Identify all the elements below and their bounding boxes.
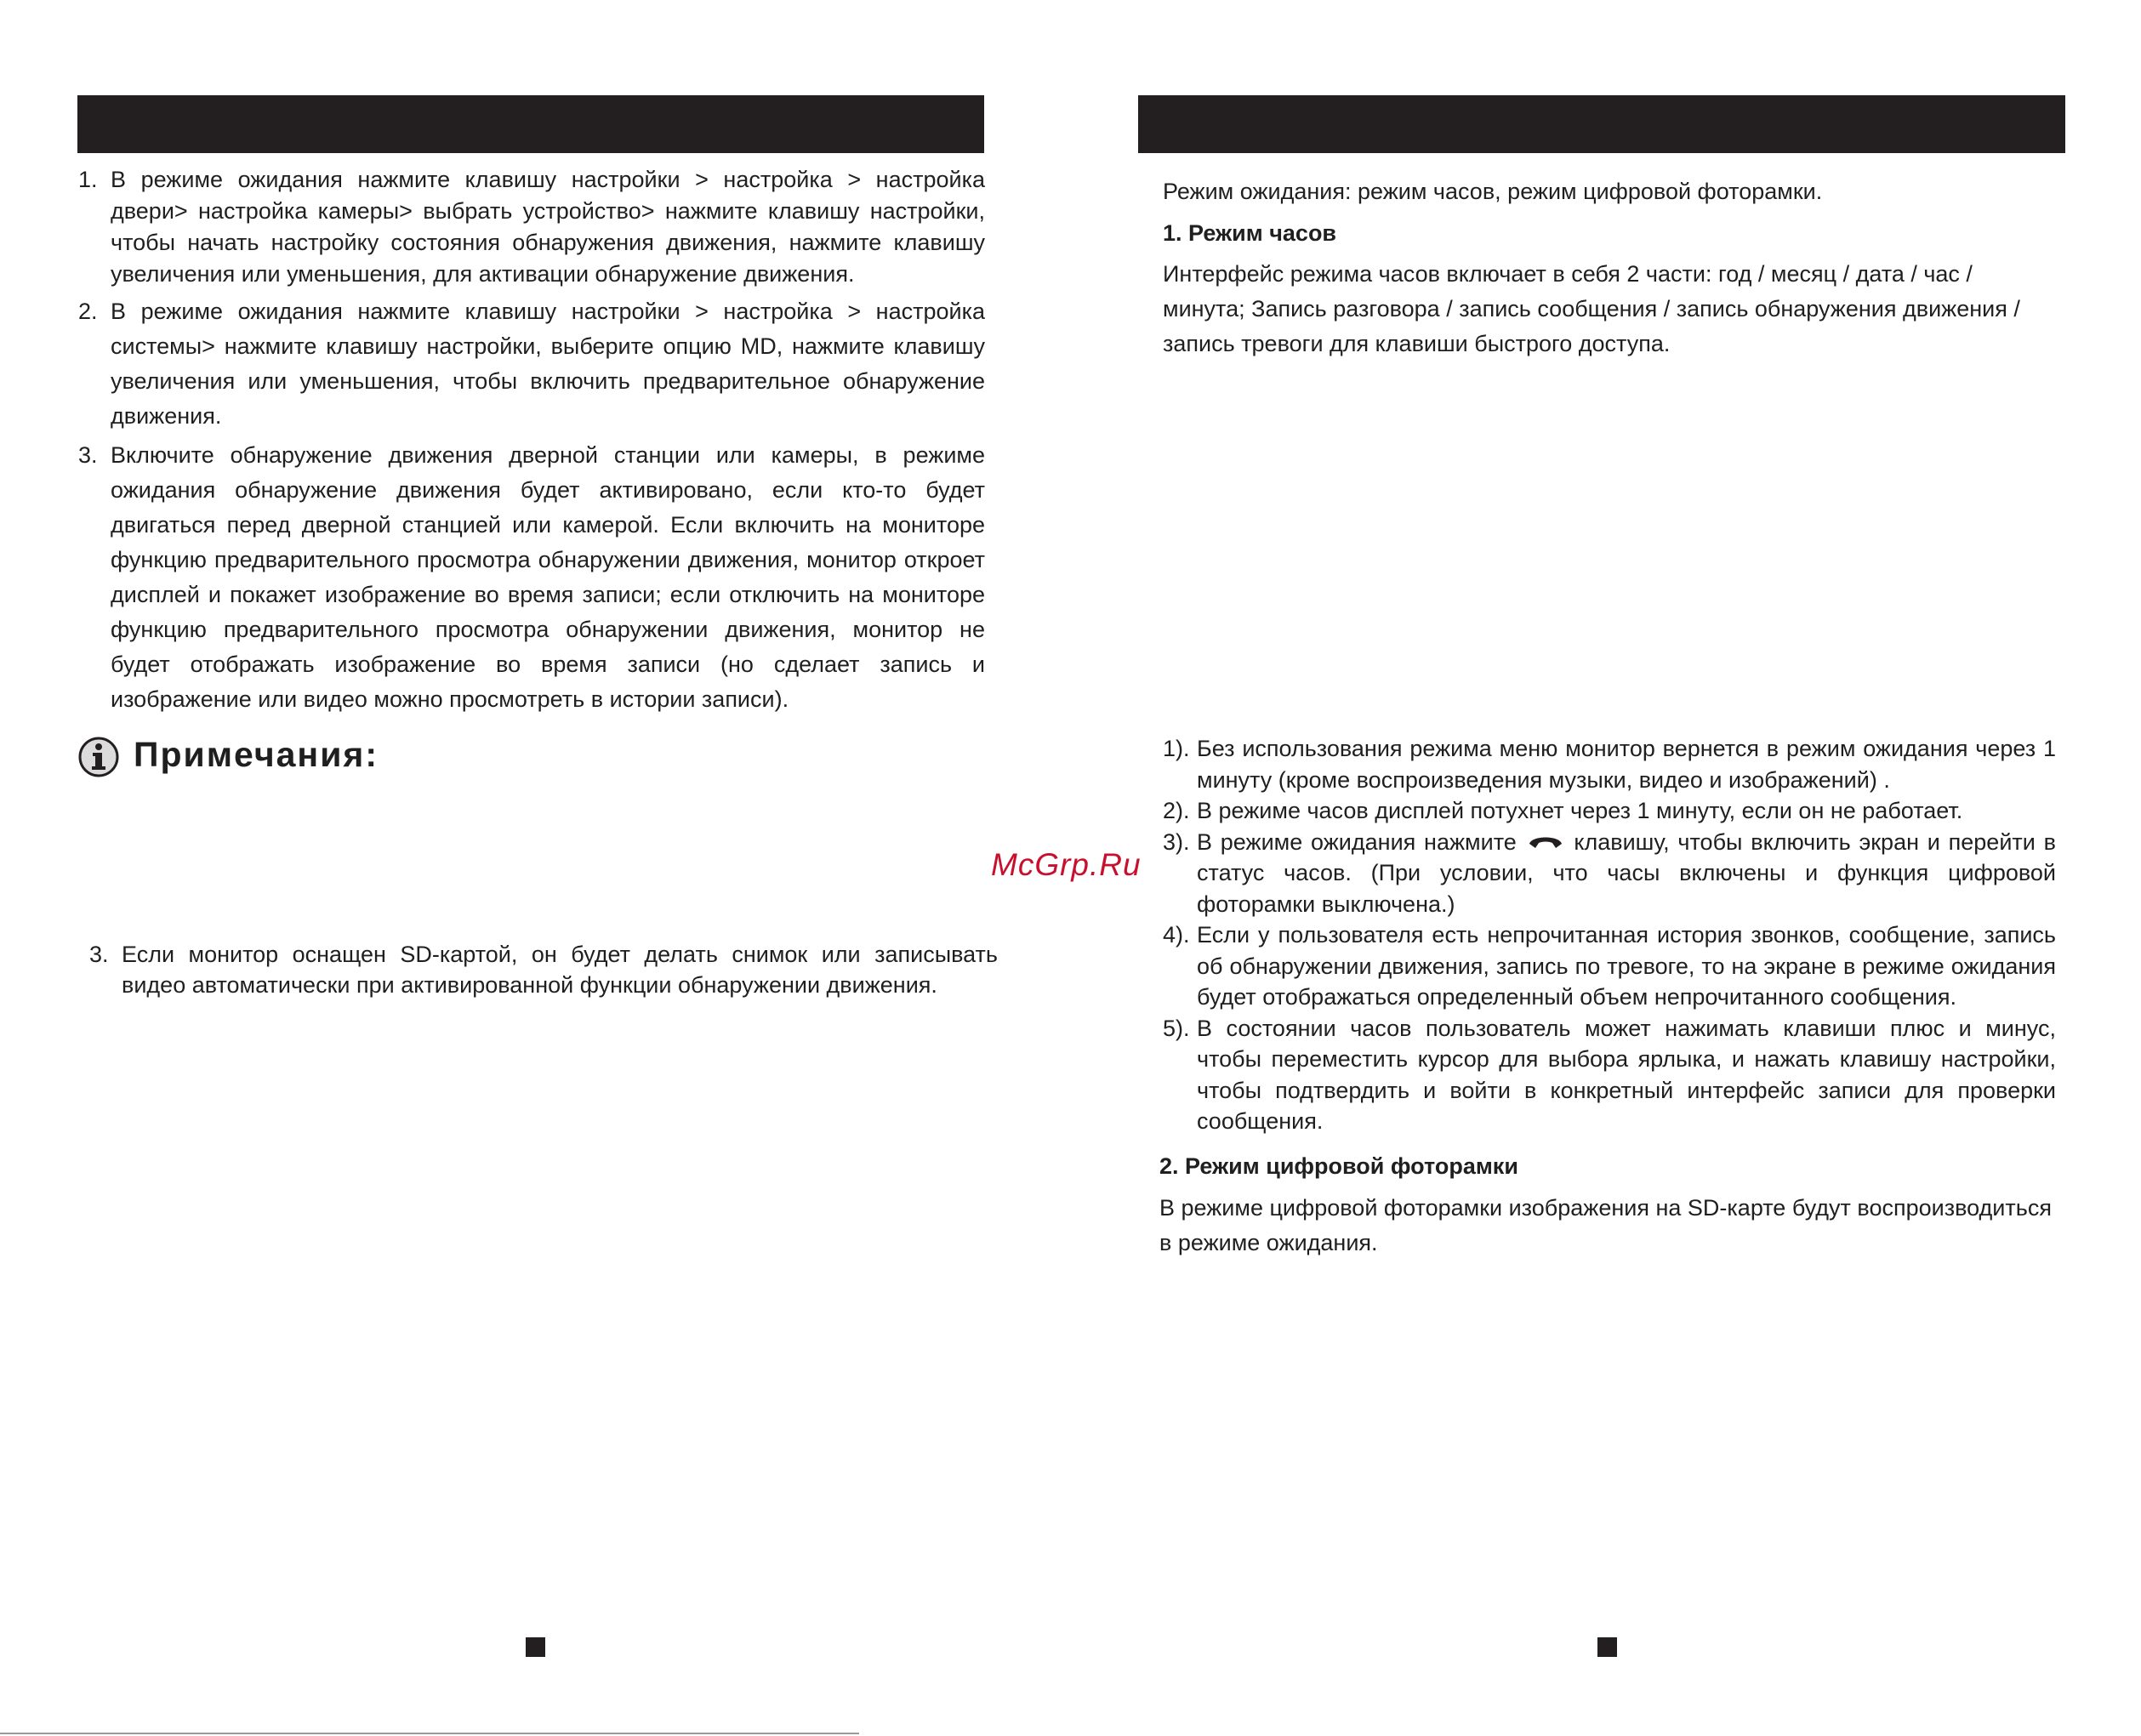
phone-handset-icon [1527, 833, 1564, 851]
note-number: 4). [1163, 922, 1190, 948]
step-text: В режиме ожидания нажмите клавишу настройки > настройка > настройка системы> нажмите клавишу настройки, выберите опцию MD, нажмите клавишу увеличения или уменьшения, чтобы включить предварительное обнаружение движения. [111, 299, 985, 429]
list-item [1163, 1013, 2056, 1137]
step-number: 3. [78, 442, 98, 468]
list-item [78, 164, 985, 290]
step-text: В режиме ожидания нажмите клавишу настройки > настройка > настройка двери> настройка камеры> выбрать устройство> нажмите клавишу настройки, чтобы начать настройку состояния обнаружения движения, нажмите клавишу увеличения или уменьшения, для активации обнаружение движения. [111, 167, 985, 287]
photo-frame-heading: 2. Режим цифровой фоторамки [1159, 1153, 1518, 1179]
note-number: 5). [1163, 1015, 1190, 1041]
intro-text: Режим ожидания: режим часов, режим цифровой фоторамки. [1163, 179, 1823, 204]
note-text: Если монитор оснащен SD-картой, он будет делать снимок или записывать видео автоматически при активированной функции обнаружении движения. [122, 942, 998, 998]
photo-frame-description: В режиме цифровой фоторамки изображения на SD-карте будут воспроизводиться в режиме ожидания. [1159, 1195, 2052, 1255]
info-icon [77, 736, 120, 778]
list-item [1163, 827, 2056, 920]
list-item [78, 294, 985, 434]
note-number: 3). [1163, 828, 1190, 855]
step-text: Включите обнаружение движения дверной станции или камеры, в режиме ожидания обнаружение движения будет активировано, если кто-то будет двигаться перед дверной станцией или камерой. Если включить на мониторе функцию предварительного просмотра обнаружении движения, монитор откроет дисплей и покажет изображение во время записи; если отключить на мониторе функцию предварительного просмотра обнаружении движения, монитор не будет отображать изображение во время записи (но сделает запись и изображение или видео можно просмотреть в истории записи). [111, 442, 985, 712]
list-item [89, 939, 998, 1000]
watermark: McGrp.Ru [991, 847, 1142, 882]
bottom-edge-line [0, 1733, 859, 1734]
note-text: В режиме часов дисплей потухнет через 1 минуту, если он не работает. [1197, 798, 1963, 823]
clock-mode-description: Интерфейс режима часов включает в себя 2 части: год / месяц / дата / час / минута; Запись разговора / запись сообщения / запись обнаружения движения / запись тревоги для клавиши быстрого доступа. [1163, 261, 2020, 356]
note-text: Если у пользователя есть непрочитанная история звонков, сообщение, запись об обнаружении движения, запись по тревоге, то на экране в режиме ожидания будет отображаться определенный объем непрочитанного сообщения. [1197, 922, 2056, 1010]
right-page-marker [1597, 1637, 1617, 1657]
list-item [1163, 733, 2056, 795]
note-text: В состоянии часов пользователь может нажимать клавиши плюс и минус, чтобы переместить курсор для выбора ярлыка, и нажать клавишу настройки, чтобы подтвердить и войти в конкретный интерфейс записи для проверки сообщения. [1197, 1015, 2056, 1134]
list-item [1163, 919, 2056, 1013]
list-item [1163, 795, 2056, 827]
note-text: Без использования режима меню монитор вернется в режим ожидания через 1 минуту (кроме воспроизведения музыки, видео и изображений) . [1197, 736, 2056, 793]
note-number: 2). [1163, 798, 1190, 823]
notes-title: Примечания: [134, 735, 379, 774]
clock-notes-list [1163, 733, 2056, 1137]
right-header-bar [1138, 95, 2065, 153]
left-header-bar [77, 95, 984, 153]
note-number: 3. [89, 942, 109, 967]
step-number: 2. [78, 299, 98, 324]
left-page-marker [526, 1637, 545, 1657]
left-note-3 [89, 939, 998, 1000]
clock-mode-heading: 1. Режим часов [1163, 220, 1337, 246]
note-text-before: В режиме ожидания нажмите [1197, 828, 1517, 855]
step-number: 1. [78, 167, 98, 192]
left-steps-list [78, 164, 985, 717]
note-text-after: клавишу, чтобы включить экран и перейти в статус часов. (При условии, что часы включены и функция цифровой фоторамки выключена.) [1197, 828, 2056, 917]
note-number: 1). [1163, 736, 1190, 761]
list-item [78, 438, 985, 717]
